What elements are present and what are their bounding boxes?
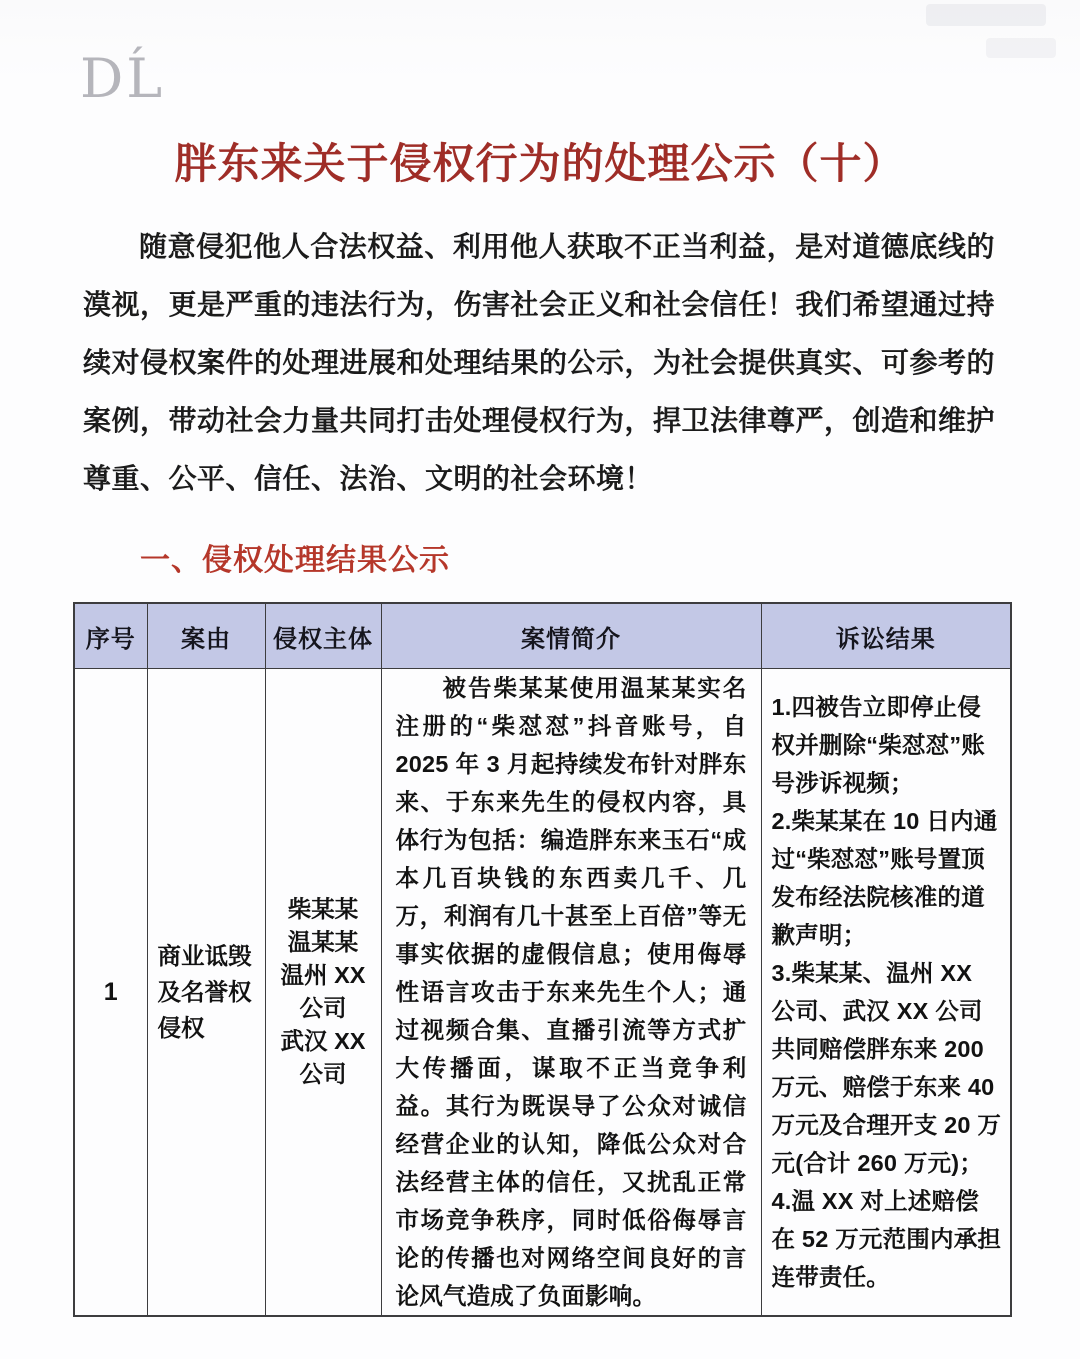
case-cause: 商业诋毁及名誉权侵权 [147,669,265,1317]
table-row [74,669,1011,1317]
case-results [761,669,1011,1317]
intro-paragraph: 随意侵犯他人合法权益、利用他人获取不正当利益，是对道德底线的漠视，更是严重的违法行为，伤害社会正义和社会信任！我们希望通过持续对侵权案件的处理进展和处理结果的公示，为社会提供真实、可参考的案例，带动社会力量共同打击处理侵权行为，捍卫法律尊严，创造和维护尊重、公平、信任、法治、文明的社会环境！ [83,231,996,494]
watermark-shape [926,4,1046,26]
table-header-row [74,603,1011,669]
result-item: 2.柴某某在 10 日内通过“柴怼怼”账号置顶发布经法院核准的道歉声明； [771,808,998,948]
watermark [886,4,1056,68]
infringer-name: 温某某 [287,929,359,955]
watermark-shape [986,38,1056,58]
infringer-name: 武汉 XX 公司 [280,1028,366,1087]
case-infringers [265,669,381,1317]
col-header-cause: 案由 [147,603,265,669]
case-summary [381,669,761,1317]
result-item: 4.温 XX 对上述赔偿在 52 万元范围内承担连带责任。 [771,1188,1002,1290]
result-item: 3.柴某某、温州 XX 公司、武汉 XX 公司共同赔偿胖东来 200 万元、赔偿于东来 40 万元及合理开支 20 万元(合计 260 万元)； [771,960,1002,1176]
infringer-name: 柴某某 [287,896,359,922]
cases-table [73,602,1012,1317]
infringer-name: 温州 XX 公司 [280,962,366,1021]
case-summary-text: 被告柴某某使用温某某实名注册的“柴怼怼”抖音账号，自 2025 年 3 月起持续发布针对胖东来、于东来先生的侵权内容，具体行为包括：编造胖东来玉石“成本几百块钱的东西卖几千、几万，利润有几十甚至上百倍”等无事实依据的虚假信息；使用侮辱性语言攻击于东来先生个人；通过视频合集、直播引流等方式扩大传播面，谋取不正当竞争利益。其行为既误导了公众对诚信经营企业的认知，降低公众对合法经营主体的信任，又扰乱正常市场竞争秩序，同时低俗侮辱言论的传播也对网络空间良好的言论风气造成了负面影响。 [395,675,747,1309]
col-header-infringer: 侵权主体 [265,603,381,669]
page-title: 胖东来关于侵权行为的处理公示（十） [174,140,906,187]
result-item: 1.四被告立即停止侵权并删除“柴怼怼”账号涉诉视频； [771,694,985,796]
section-heading: 一、侵权处理结果公示 [140,544,450,577]
dl-logo: DĹ [80,47,166,110]
col-header-summary: 案情简介 [381,603,761,669]
col-header-result: 诉讼结果 [761,603,1011,669]
col-header-index: 序号 [74,603,147,669]
case-index: 1 [74,669,147,1317]
